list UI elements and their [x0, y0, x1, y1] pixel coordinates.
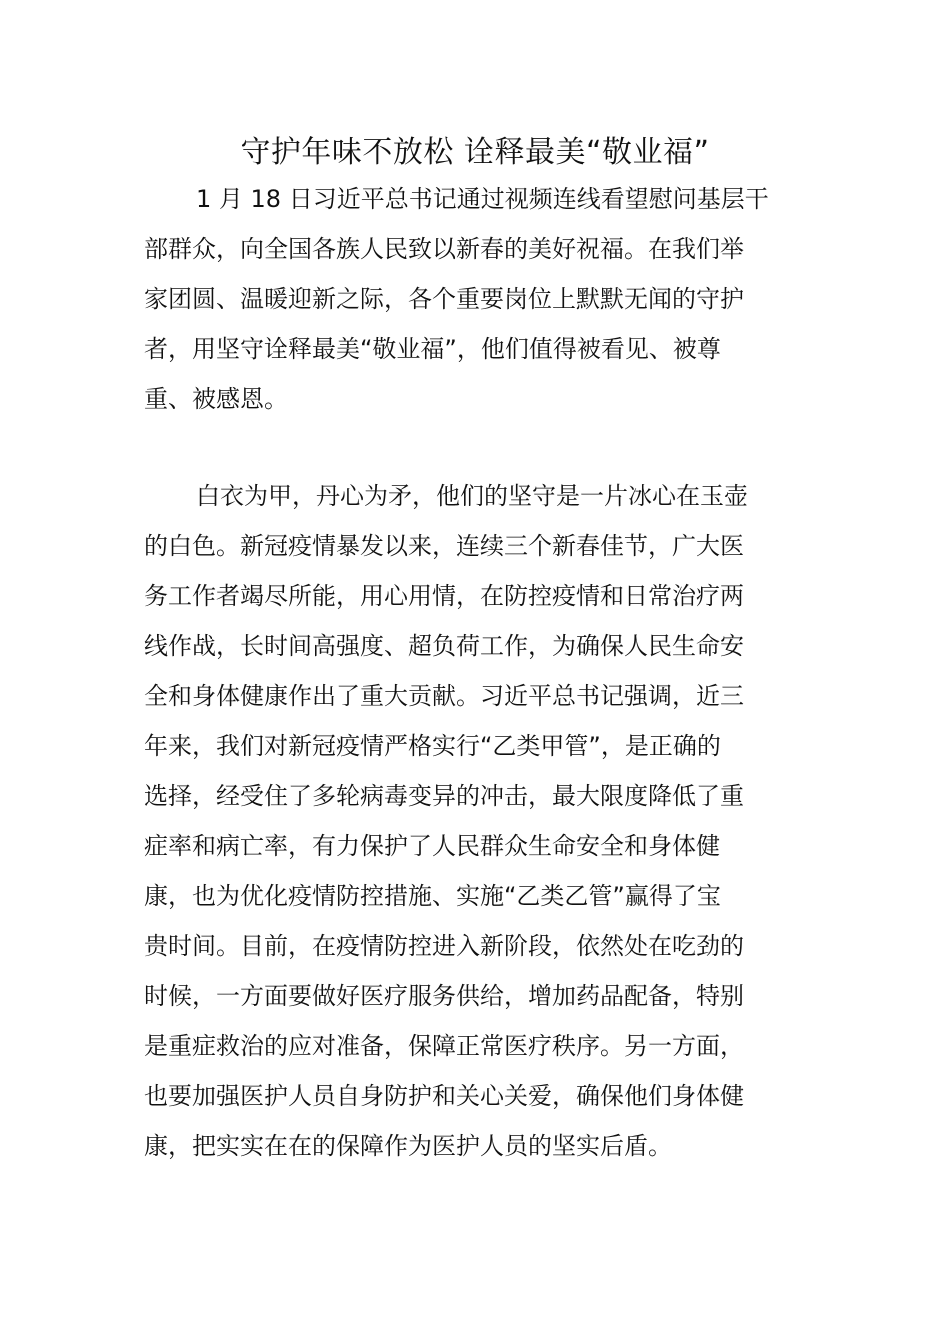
paragraph-line: 康，也为优化疫情防控措施、实施“乙类乙管”赢得了宝 — [144, 882, 721, 910]
paragraph-line: 是重症救治的应对准备，保障正常医疗秩序。另一方面， — [144, 1032, 744, 1060]
paragraph-line: 线作战，长时间高强度、超负荷工作，为确保人民生命安 — [144, 632, 744, 660]
paragraph-line: 时候，一方面要做好医疗服务供给，增加药品配备，特别 — [144, 982, 744, 1010]
paragraph-line: 贵时间。目前，在疫情防控进入新阶段，依然处在吃劲的 — [144, 932, 744, 960]
paragraph-1 — [144, 174, 824, 424]
paragraph-line: 也要加强医护人员自身防护和关心关爱，确保他们身体健 — [144, 1082, 744, 1110]
document-title: 守护年味不放松 诠释最美“敬业福” — [240, 135, 710, 170]
paragraph-line: 年来，我们对新冠疫情严格实行“乙类甲管”，是正确的 — [144, 732, 721, 760]
paragraph-line: 康，把实实在在的保障作为医护人员的坚实后盾。 — [144, 1132, 672, 1160]
paragraph-line: 选择，经受住了多轮病毒变异的冲击，最大限度降低了重 — [144, 782, 744, 810]
paragraph-line: 的白色。新冠疫情暴发以来，连续三个新春佳节，广大医 — [144, 532, 744, 560]
paragraph-line: 重、被感恩。 — [144, 385, 288, 413]
paragraph-line: 1 月 18 日习近平总书记通过视频连线看望慰问基层干 — [196, 185, 769, 213]
paragraph-2 — [144, 471, 824, 1171]
paragraph-line: 症率和病亡率，有力保护了人民群众生命安全和身体健 — [144, 832, 720, 860]
paragraph-line: 务工作者竭尽所能，用心用情，在防控疫情和日常治疗两 — [144, 582, 744, 610]
paragraph-line: 白衣为甲，丹心为矛，他们的坚守是一片冰心在玉壶 — [196, 482, 748, 510]
paragraph-line: 家团圆、温暖迎新之际，各个重要岗位上默默无闻的守护 — [144, 285, 744, 313]
paragraph-line: 全和身体健康作出了重大贡献。习近平总书记强调，近三 — [144, 682, 744, 710]
paragraph-line: 部群众，向全国各族人民致以新春的美好祝福。在我们举 — [144, 235, 744, 263]
paragraph-line: 者，用坚守诠释最美“敬业福”，他们值得被看见、被尊 — [144, 335, 721, 363]
